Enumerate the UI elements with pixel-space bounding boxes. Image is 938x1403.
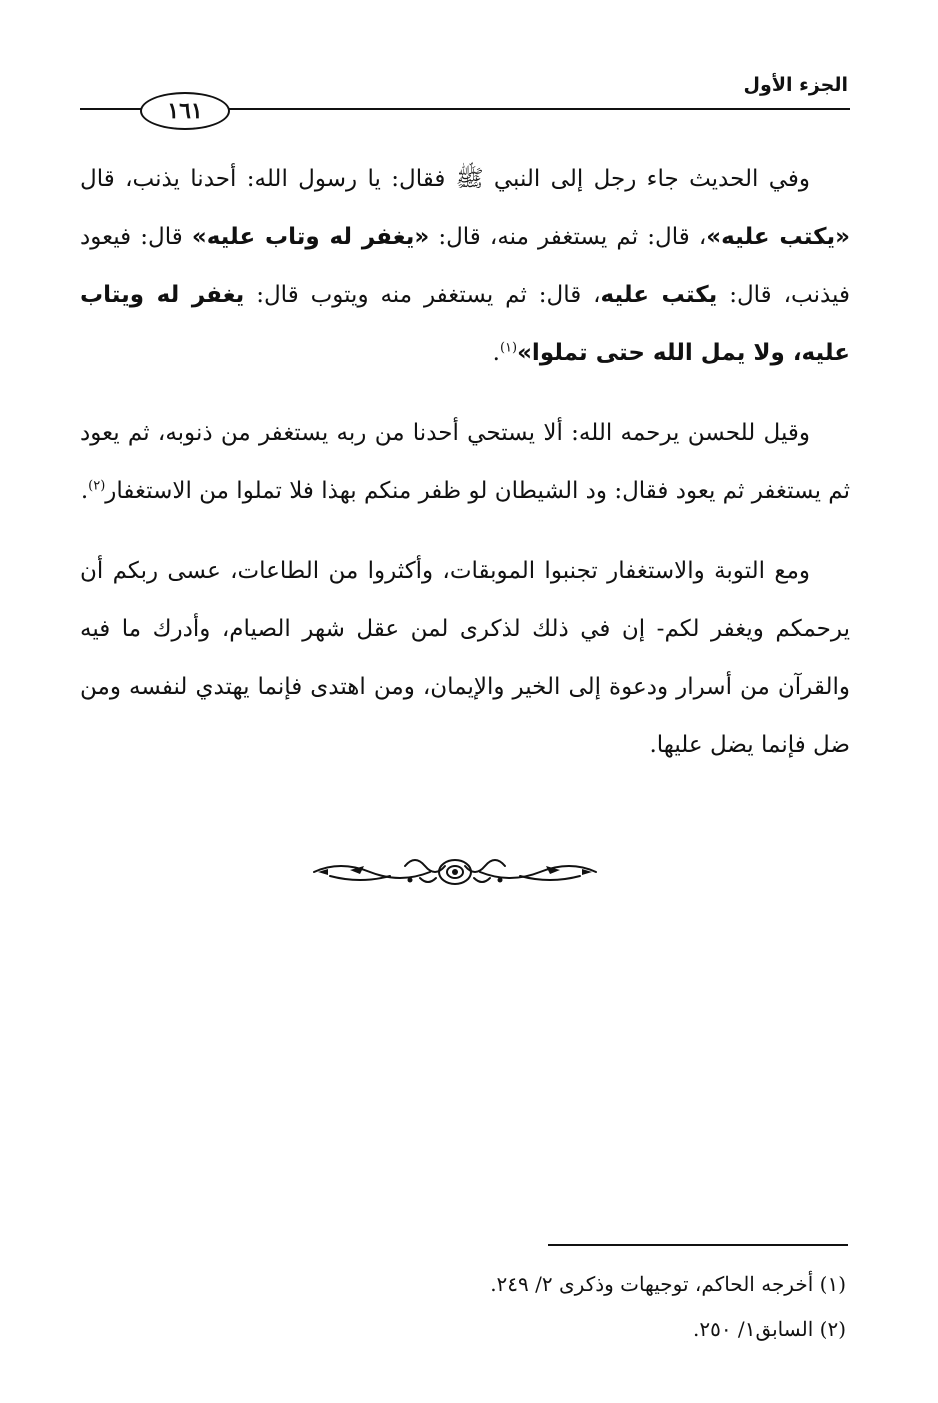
footnote-separator bbox=[548, 1244, 848, 1246]
p3-text: ومع التوبة والاستغفار تجنبوا الموبقات، وأكثروا من الطاعات، عسى ربكم أن يرحمكم ويغفر لكم- إن في ذلك لذكرى لمن عقل شهر الصيام، وأدرك ما فيه والقرآن من أسرار ودعوة إلى الخير والإيمان، ومن اهتدى فإنما يهتدي لنفسه ومن ضل فإنما يضل عليها. bbox=[80, 558, 850, 758]
footnote-1: (١) أخرجه الحاكم، توجيهات وذكرى ٢/ ٢٤٩. bbox=[490, 1272, 846, 1296]
paragraph-1 bbox=[80, 150, 850, 382]
decorative-ornament-icon bbox=[310, 850, 600, 894]
p2-text: وقيل للحسن يرحمه الله: ألا يستحي أحدنا من ربه يستغفر من ذنوبه، ثم يعود ثم يستغفر ثم يعود فقال: ود الشيطان لو ظفر منكم بهذا فلا تملوا من الاستغفار bbox=[80, 420, 850, 504]
p1-text-2: ، قال: ثم يستغفر منه، قال: bbox=[429, 224, 707, 250]
p1-bold-1: «يكتب عليه» bbox=[706, 224, 850, 250]
footnote-ref-2: (٢) bbox=[88, 478, 106, 494]
paragraph-3 bbox=[80, 542, 850, 774]
p1-text-5: . bbox=[492, 340, 500, 366]
p2-end: . bbox=[80, 478, 89, 504]
main-text bbox=[80, 150, 850, 796]
p1-bold-2: «يغفر له وتاب عليه» bbox=[191, 224, 430, 250]
paragraph-2 bbox=[80, 404, 850, 520]
page-header bbox=[80, 70, 850, 130]
p1-bold-3: يكتب عليه bbox=[600, 282, 718, 308]
p1-text-4: ، قال: ثم يستغفر منه ويتوب قال: bbox=[244, 282, 601, 308]
footnote-2: (٢) السابق١/ ٢٥٠. bbox=[692, 1317, 846, 1341]
p1-text-3: قال: فيعود فيذنب، قال: bbox=[80, 224, 850, 308]
page-number: ١٦١ bbox=[140, 92, 230, 130]
running-title: الجزء الأول bbox=[743, 74, 848, 96]
footnotes bbox=[80, 1262, 846, 1352]
p1-text-1: وفي الحديث جاء رجل إلى النبي ﷺ فقال: يا رسول الله: أحدنا يذنب، قال bbox=[80, 166, 810, 192]
p1-bold-4: يغفر له ويتاب عليه، ولا يمل الله حتى تملوا» bbox=[80, 282, 850, 366]
footnote-ref-1: (١) bbox=[499, 340, 518, 356]
